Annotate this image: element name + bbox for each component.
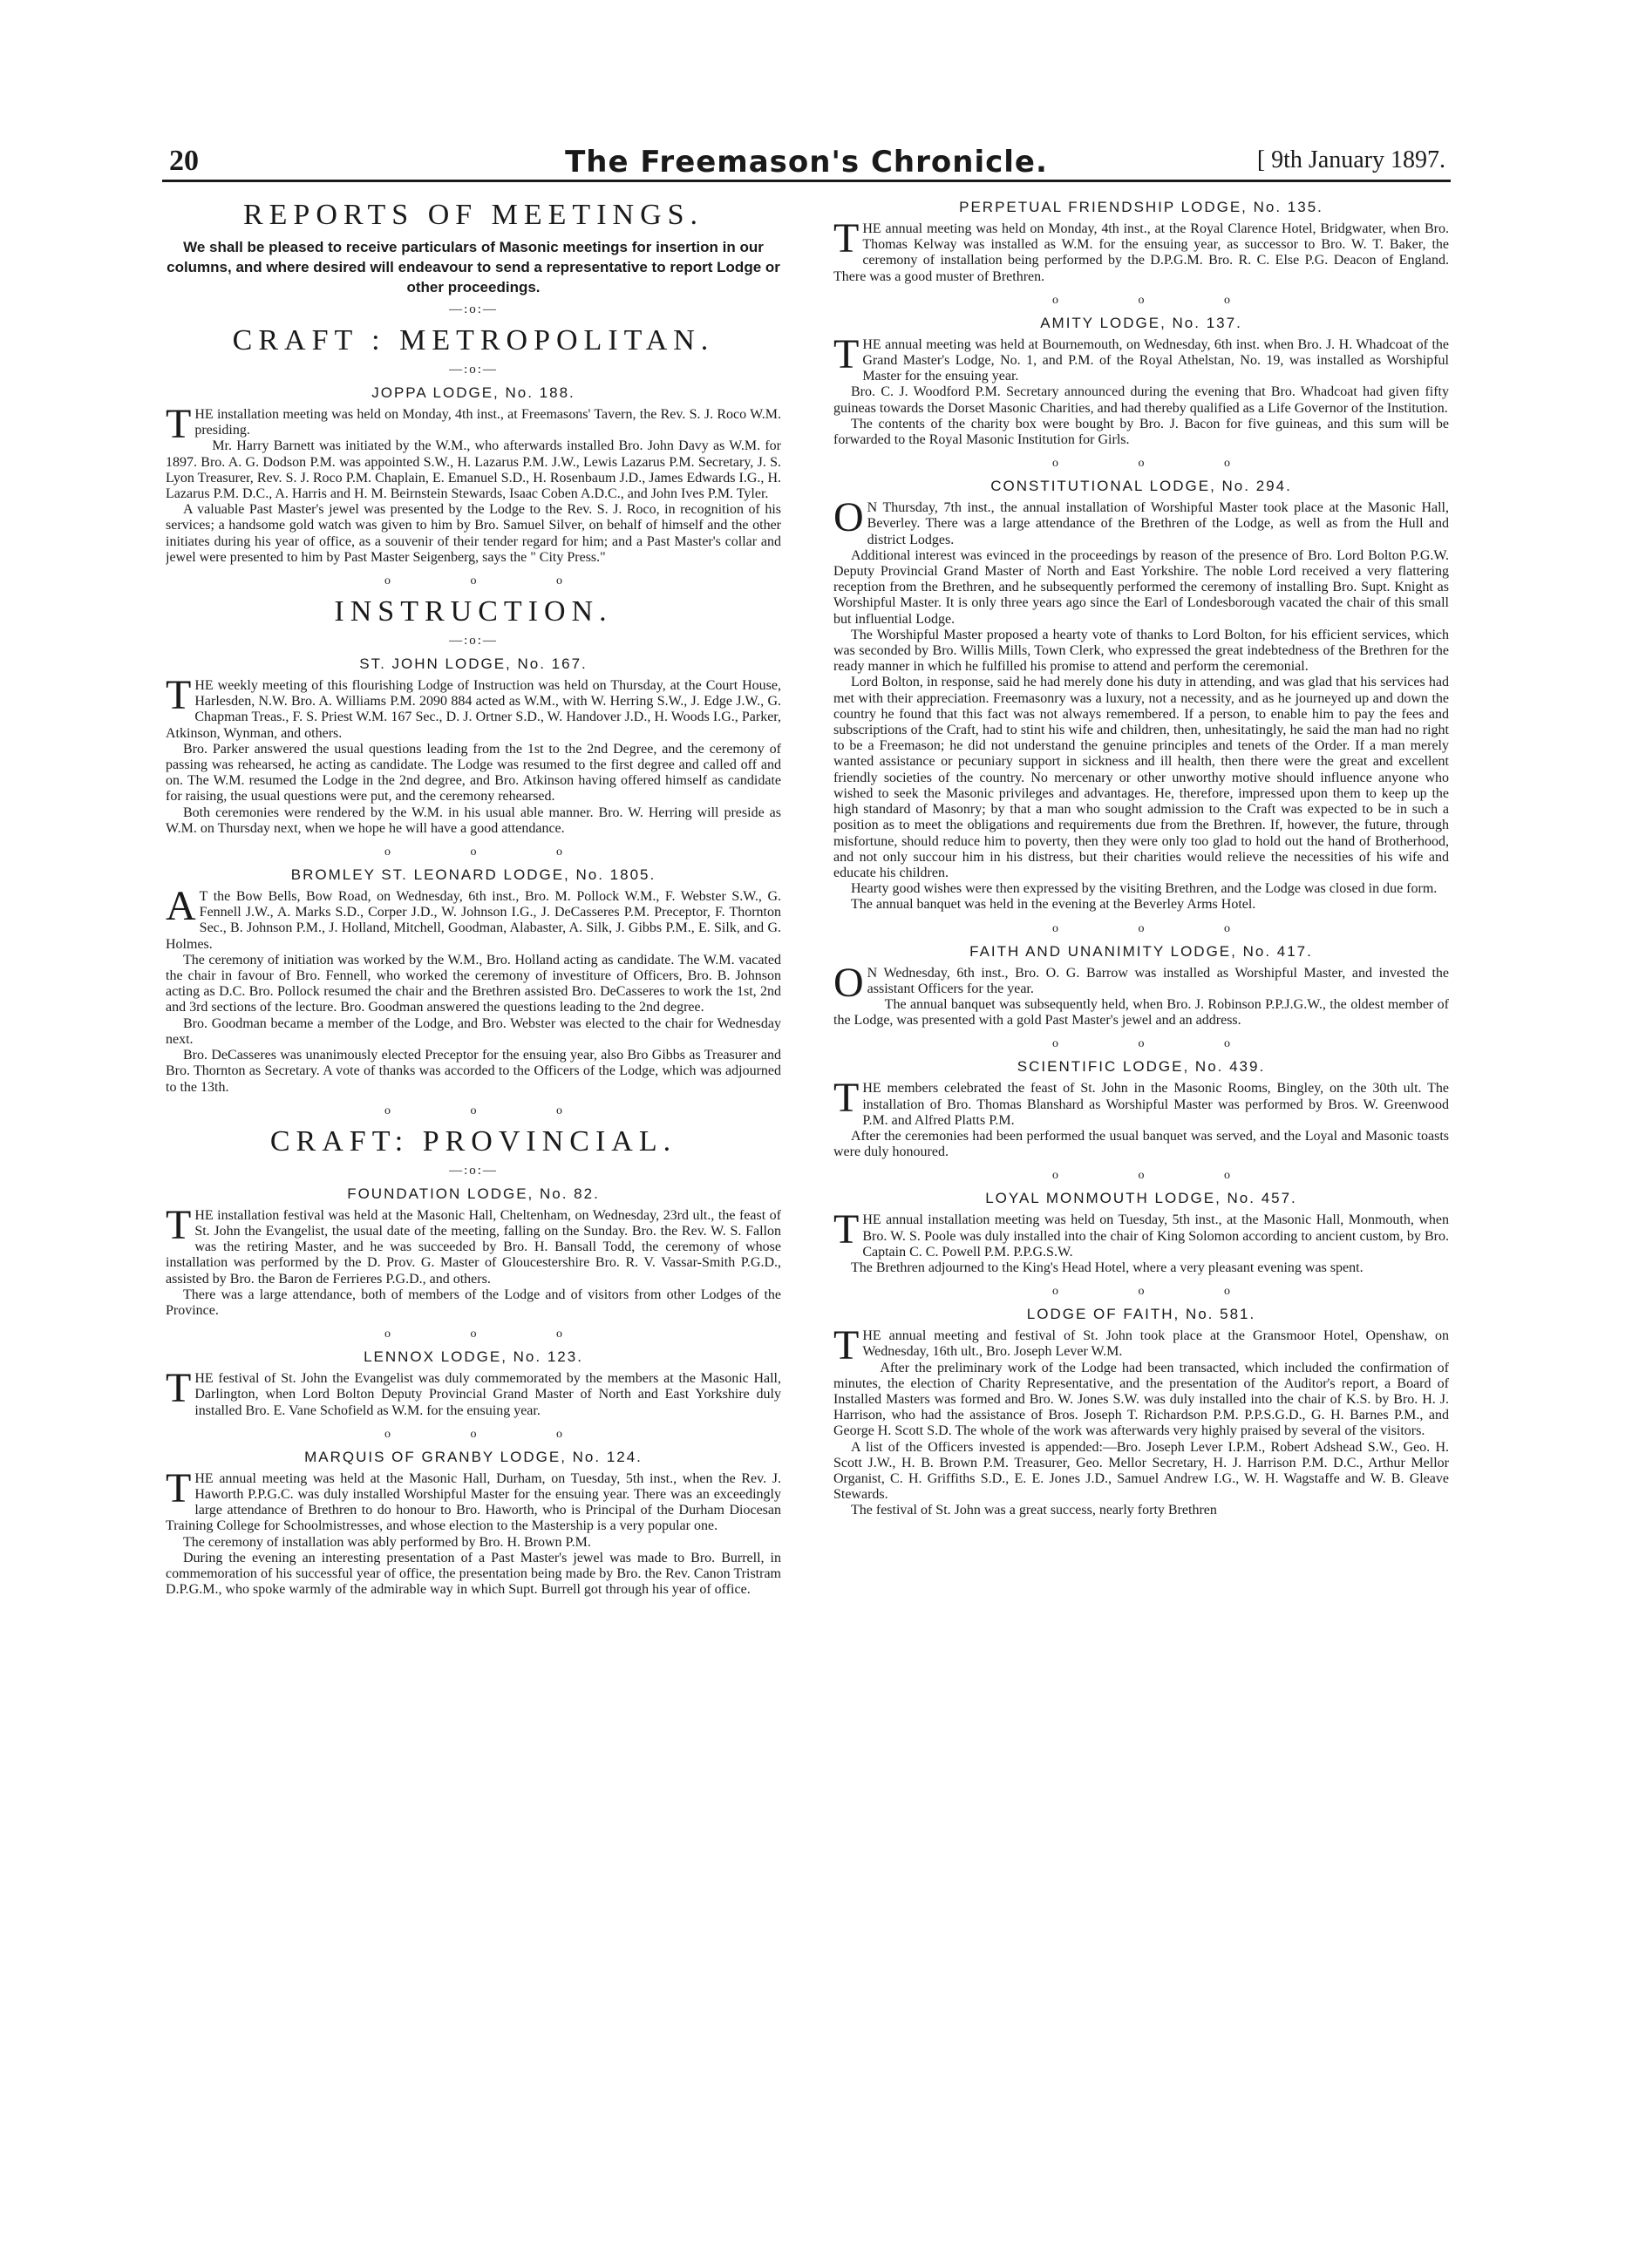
report-scientific-lodge <box>833 1058 1449 1160</box>
report-paragraph: O N Thursday, 7th inst., the annual installation of Worshipful Master took place at the Masonic Hall, Beverley. There was a large attendance of the Brethren of the Lodge, as well as from the Hull and district Lodges. <box>833 494 1449 547</box>
drop-cap: T <box>166 401 192 447</box>
report-paragraph: Bro. C. J. Woodford P.M. Secretary announced during the evening that Bro. Whadcoat had given fifty guineas towards the Dorset Masonic Charities, and had thereby qualified as a Life Governor of the Institution. <box>833 384 1449 416</box>
report-constitutional-lodge <box>833 478 1449 913</box>
separator: o o o <box>1052 921 1268 935</box>
intro-notice: We shall be pleased to receive particulars of Masonic meetings for insertion in our columns, and where desired will endeavour to send a representative to report Lodge or other proceedings. <box>167 239 780 295</box>
drop-cap: T <box>166 1365 192 1412</box>
drop-cap: T <box>833 1322 860 1369</box>
divider: —:o:— <box>449 302 498 316</box>
report-paragraph: Mr. Harry Barnett was initiated by the W.M., who afterwards installed Bro. John Davy as W.M. for 1897. Bro. A. G. Dodson P.M. was appointed S.W., H. Lazarus P.M. J.W., Lewis Lazarus P.M. Secretary, J. S. Lyon Treasurer, Rev. S. J. Roco P.M. Chaplain, E. Emanuel S.D., H. Rosenbaum J.D., James Edwards I.G., H. Lazarus P.M. D.C., A. Harris and H. M. Beirnstein Stewards, Isaac Coben A.D.C., and John Ives P.M. Tyler. <box>166 438 781 502</box>
separator: o o o <box>1052 293 1268 307</box>
report-paragraph: THE annual meeting was held on Monday, 4th inst., at the Royal Clarence Hotel, Bridgwater, when Bro. Thomas Kelway was installed as W.M. for the ensuing year, as successor to Bro. W. T. Baker, the ceremony of installation being performed by the D.P.G.M. Bro. R. C. Else P.G. Deacon of England. There was a good muster of Brethren. <box>833 215 1449 284</box>
report-title: JOPPA LODGE, No. 188. <box>371 384 575 401</box>
report-paragraph: Bro. DeCasseres was unanimously elected Preceptor for the ensuing year, also Bro Gibbs as Treasurer and Bro. Thornton as Secretary. A vote of thanks was accorded to the Officers of the Lodge, which was adjourned to the 13th. <box>166 1048 781 1095</box>
separator: o o o <box>384 574 601 588</box>
report-paragraph: The Worshipful Master proposed a hearty vote of thanks to Lord Bolton, for his efficient services, which was seconded by Bro. Willis Mills, Town Clerk, who expressed the great indebtedness of the Brethren for the ready manner in which he fulfilled his promise to attend and perform the ceremonial. <box>833 627 1449 675</box>
separator: o o o <box>1052 1037 1268 1051</box>
report-granby-lodge <box>166 1449 781 1599</box>
report-paragraph: A T the Bow Bells, Bow Road, on Wednesday, 6th inst., Bro. M. Pollock W.M., F. Webster S.W., G. Fennell J.W., A. Marks S.D., Corper J.D., W. Johnson I.G., J. DeCasseres P.M. Preceptor, F. Thornton Sec., B. Johnson P.M., J. Holland, Mitchell, Goodman, Alabaster, A. Silk, J. Gibbs P.M., E. Silk, and G. Holmes. <box>166 883 781 952</box>
divider: —:o:— <box>449 634 498 648</box>
report-loyal-monmouth-lodge <box>833 1190 1449 1276</box>
separator: o o o <box>1052 457 1268 471</box>
report-paragraph: THE annual installation meeting was held on Tuesday, 5th inst., at the Masonic Hall, Monmouth, when Bro. W. S. Poole was duly installed into the chair of King Solomon according to ancient custom, by Bro. Captain C. C. Powell P.M. P.P.G.S.W. <box>833 1206 1449 1260</box>
report-paragraph: The ceremony of initiation was worked by the W.M., Bro. Holland acting as candidate. The W.M. vacated the chair in favour of Bro. Fennell, who worked the ceremony of investiture of Officers, Bro. B. Johnson acting as D.C. Bro. Pollock resumed the chair and the Brethren assisted Bro. DeCasseres to work the 1st, 2nd and 3rd sections of the lecture. Bro. Goodman answered the questions leading to the 2nd degree. <box>166 952 781 1015</box>
report-paragraph: After the preliminary work of the Lodge had been transacted, which included the confirmation of minutes, the election of Charity Representative, and the presentation of the Auditor's report, a Board of Installed Masters was formed and Bro. W. Jones S.W. was duly installed into the chair of K.S. by Bro. H. J. Harrison, who had the assistance of Bros. Joseph T. Richardson P.M. P.P.S.G.D., G. H. Barnes P.M., and George H. Scott S.D. The whole of the work was afterwards very highly praised by several of the visitors. <box>833 1360 1449 1439</box>
report-paragraph: After the ceremonies had been performed the usual banquet was served, and the Loyal and Masonic toasts were duly honoured. <box>833 1128 1449 1160</box>
report-joppa-lodge <box>166 384 781 566</box>
report-title: PERPETUAL FRIENDSHIP LODGE, No. 135. <box>959 199 1323 215</box>
report-paragraph: The annual banquet was subsequently held, when Bro. J. Robinson P.P.J.G.W., the oldest member of the Lodge, was presented with a gold Past Master's jewel and an address. <box>833 996 1449 1029</box>
report-title: CONSTITUTIONAL LODGE, No. 294. <box>990 478 1292 495</box>
separator: o o o <box>1052 1285 1268 1299</box>
report-title: LOYAL MONMOUTH LODGE, No. 457. <box>985 1190 1297 1207</box>
right-column <box>833 192 1449 1519</box>
drop-cap: T <box>833 215 860 261</box>
report-paragraph: Bro. Goodman became a member of the Lodge, and Bro. Webster was elected to the chair for Wednesday next. <box>166 1015 781 1047</box>
drop-cap: T <box>166 672 192 719</box>
report-paragraph: THE annual meeting and festival of St. John took place at the Gransmoor Hotel, Openshaw, on Wednesday, 16th ult., Bro. Joseph Lever W.M. <box>833 1322 1449 1369</box>
drop-cap: T <box>833 1206 860 1253</box>
section-title-provincial: CRAFT: PROVINCIAL. <box>269 1124 677 1158</box>
section-title-reports: REPORTS OF MEETINGS. <box>242 199 704 231</box>
report-title: MARQUIS OF GRANBY LODGE, No. 124. <box>304 1448 643 1465</box>
report-paragraph: The contents of the charity box were bought by Bro. J. Bacon for five guineas, and this sum will be forwarded to the Royal Masonic Institution for Girls. <box>833 416 1449 448</box>
report-title: FOUNDATION LODGE, No. 82. <box>347 1185 600 1202</box>
report-paragraph: Lord Bolton, in response, said he had merely done his duty in attending, and was glad that his services had met with their appreciation. Freemasonry was a luxury, not a necessity, and as he journeyed up and down the country he found that this fact was not always remembered. If a person, to enable him to pay the fees and subscriptions of the Craft, had to stint his wife and children, then, unhesitatingly, he said the man had no right to be a Freemason; he did not understand the genuine principles and tenets of the Order. If a man merely wanted assistance or pecuniary support in sickness and ill health, then there were the great and excellent friendly societies of the country. No mercenary or other unworthy motive should influence anyone who wished to seek the Masonic privileges and advantages. He, therefore, impressed upon them to keep up the high standard of Masonry; by that a man who sought admission to the Craft was expected to be in such a position as to meet the obligations and requirements due from the Brethren. If, however, the future, through misfortune, should reduce him to poverty, then they were only too glad to hold out the hand of Brotherhood, and not only succour him in his distress, but their charities would relieve the necessities of his wife and educate his children. <box>833 675 1449 880</box>
report-faith-unanimity-lodge <box>833 943 1449 1029</box>
report-title: SCIENTIFIC LODGE, No. 439. <box>1017 1058 1266 1076</box>
report-title: LENNOX LODGE, No. 123. <box>364 1348 583 1366</box>
report-paragraph: There was a large attendance, both of members of the Lodge and of visitors from other Lodges of the Province. <box>166 1287 781 1318</box>
divider: —:o:— <box>449 1163 498 1178</box>
report-title: FAITH AND UNANIMITY LODGE, No. 417. <box>969 942 1313 960</box>
report-paragraph: THE annual meeting was held at Bournemouth, on Wednesday, 6th inst. when Bro. J. H. Whadcoat of the Grand Master's Lodge, No. 1, and P.M. of the Royal Athelstan, No. 19, was installed as Worshipful Master for the ensuing year. <box>833 330 1449 384</box>
report-paragraph: O N Wednesday, 6th inst., Bro. O. G. Barrow was installed as Worshipful Master, and invested the assistant Officers for the year. <box>833 959 1449 1006</box>
report-st-john-lodge <box>166 655 781 837</box>
report-title: LODGE OF FAITH, No. 581. <box>1026 1306 1256 1323</box>
drop-cap: T <box>833 330 860 377</box>
report-paragraph: The annual banquet was held in the evening at the Beverley Arms Hotel. <box>851 897 1256 913</box>
separator: o o o <box>384 1328 601 1341</box>
report-paragraph: THE festival of St. John the Evangelist was duly commemorated by the members at the Masonic Hall, Darlington, when Lord Bolton Deputy Provincial Grand Master of North and East Yorkshire duly installed Bro. E. Vane Schofield as W.M. for the ensuing year. <box>166 1365 781 1418</box>
drop-cap: T <box>166 1464 192 1511</box>
report-lennox-lodge <box>166 1348 781 1419</box>
divider: —:o:— <box>449 363 498 377</box>
report-paragraph: THE installation meeting was held on Monday, 4th inst., at Freemasons' Tavern, the Rev. S. J. Roco W.M. presiding. <box>166 401 781 447</box>
report-paragraph: During the evening an interesting presentation of a Past Master's jewel was made to Bro. Burrell, in commemoration of his successful year of office, the presentation being made by Bro. the Rev. Canon Tristram D.P.G.M., who spoke warmly of the admirable way in which Supt. Burrell got through his year of office. <box>166 1550 781 1598</box>
issue-date: [ 9th January 1897. <box>1256 146 1445 173</box>
drop-cap: O <box>833 959 864 1006</box>
report-title: AMITY LODGE, No. 137. <box>1040 314 1242 331</box>
report-paragraph: Both ceremonies were rendered by the W.M. in his usual able manner. Bro. W. Herring will preside as W.M. on Thursday next, when we hope he will have a good attendance. <box>166 805 781 836</box>
drop-cap: T <box>166 1201 192 1248</box>
report-paragraph: Bro. Parker answered the usual questions leading from the 1st to the 2nd Degree, and the ceremony of passing was rehearsed, he acting as candidate. The Lodge was resumed to the first degree and called off and on. The W.M. resumed the Lodge in the 2nd degree, and Bro. Atkinson having offered himself as candidate for raising, the usual questions were put, and the ceremony rehearsed. <box>166 741 781 805</box>
separator: o o o <box>384 1103 601 1117</box>
report-title: BROMLEY ST. LEONARD LODGE, No. 1805. <box>290 866 656 884</box>
section-title-metropolitan: CRAFT : METROPOLITAN. <box>232 324 715 356</box>
publication-title: The Freemason's Chronicle. <box>565 145 1048 180</box>
page-number: 20 <box>169 145 199 177</box>
drop-cap: T <box>833 1075 860 1122</box>
report-paragraph: The ceremony of installation was ably performed by Bro. H. Brown P.M. <box>183 1534 591 1550</box>
report-foundation-lodge <box>166 1185 781 1319</box>
masthead <box>162 145 1451 182</box>
report-paragraph: Additional interest was evinced in the proceedings by reason of the presence of Bro. Lord Bolton P.G.W. Deputy Provincial Grand Master of North and East Yorkshire. The noble Lord received a very flattering reception from the Brethren, and he subsequently performed the ceremony of installing Bro. Supt. Knight as Worshipful Master. It is only three years ago since the Earl of Londesborough vacated the chair of this small but influential Lodge. <box>833 547 1449 627</box>
report-paragraph: THE weekly meeting of this flourishing Lodge of Instruction was held on Thursday, at the Court House, Harlesden, N.W. Bro. A. Williams P.M. 2090 884 acted as W.M., with W. Herring S.W., J. Edge J.W., G. Chapman Treas., F. S. Priest W.M. 167 Sec., D. J. Ortner S.D., W. Handover J.D., H. Woods I.G., Parker, Atkinson, Wynman, and others. <box>166 672 781 741</box>
left-column <box>166 192 781 1598</box>
report-lodge-of-faith <box>833 1306 1449 1518</box>
report-perpetual-friendship-lodge <box>833 199 1449 285</box>
report-paragraph: A valuable Past Master's jewel was presented by the Lodge to the Rev. S. J. Roco, in recognition of his services; a handsome gold watch was given to him by Bro. Samuel Silver, on behalf of himself and the other initiates during his year of office, as a souvenir of their tender regard for him; and a Past Master's collar and jewel were presented to him by Past Master Seigenberg, says the " City Press." <box>166 502 781 565</box>
report-bromley-lodge <box>166 866 781 1096</box>
report-amity-lodge <box>833 315 1449 448</box>
drop-cap: O <box>833 494 864 541</box>
report-paragraph: THE annual meeting was held at the Masonic Hall, Durham, on Tuesday, 5th inst., when the Rev. J. Haworth P.P.G.C. was duly installed Worshipful Master for the ensuing year. There was an exceedingly large attendance of Brethren to do honour to Bro. Haworth, who is Principal of the Durham Diocesan Training College for Schoolmistresses, and whose election to the Mastership is a very popular one. <box>166 1464 781 1534</box>
separator: o o o <box>384 845 601 859</box>
report-paragraph: THE members celebrated the feast of St. John in the Masonic Rooms, Bingley, on the 30th ult. The installation of Bro. Thomas Blanshard as Worshipful Master was performed by Bros. W. Greenwood P.M. and Alfred Platts P.M. <box>833 1075 1449 1128</box>
drop-cap: A <box>166 883 196 930</box>
separator: o o o <box>384 1427 601 1441</box>
report-paragraph: The festival of St. John was a great success, nearly forty Brethren <box>851 1503 1217 1518</box>
report-title: ST. JOHN LODGE, No. 167. <box>359 655 588 673</box>
section-title-instruction: INSTRUCTION. <box>334 595 613 628</box>
separator: o o o <box>1052 1169 1268 1183</box>
report-paragraph: The Brethren adjourned to the King's Head Hotel, where a very pleasant evening was spent. <box>851 1260 1364 1275</box>
report-paragraph: THE installation festival was held at the Masonic Hall, Cheltenham, on Wednesday, 23rd ult., the feast of St. John the Evangelist, the usual date of the meeting, falling on the Sunday. Bro. the Rev. W. S. Fallon was the retiring Master, and he was succeeded by Bro. H. Bansall Todd, the ceremony of whose installation was performed by the D. Prov. G. Master of Gloucestershire Bro. R. V. Vassar-Smith P.G.D., assisted by Bro. the Baron de Ferrieres P.G.D., and others. <box>166 1201 781 1287</box>
report-paragraph: A list of the Officers invested is appended:—Bro. Joseph Lever I.P.M., Robert Adshead S.W., Geo. H. Scott J.W., H. B. Brown P.M. Treasurer, Geo. Mellor Secretary, H. J. Harrison P.M. D.C., Arthur Mellor Organist, C. H. Griffiths S.D., E. E. Jones J.D., Samuel Andrew I.G., W. H. Wagstaffe and W. B. Gleave Stewards. <box>833 1439 1449 1503</box>
report-paragraph: Hearty good wishes were then expressed by the visiting Brethren, and the Lodge was closed in due form. <box>851 881 1438 897</box>
